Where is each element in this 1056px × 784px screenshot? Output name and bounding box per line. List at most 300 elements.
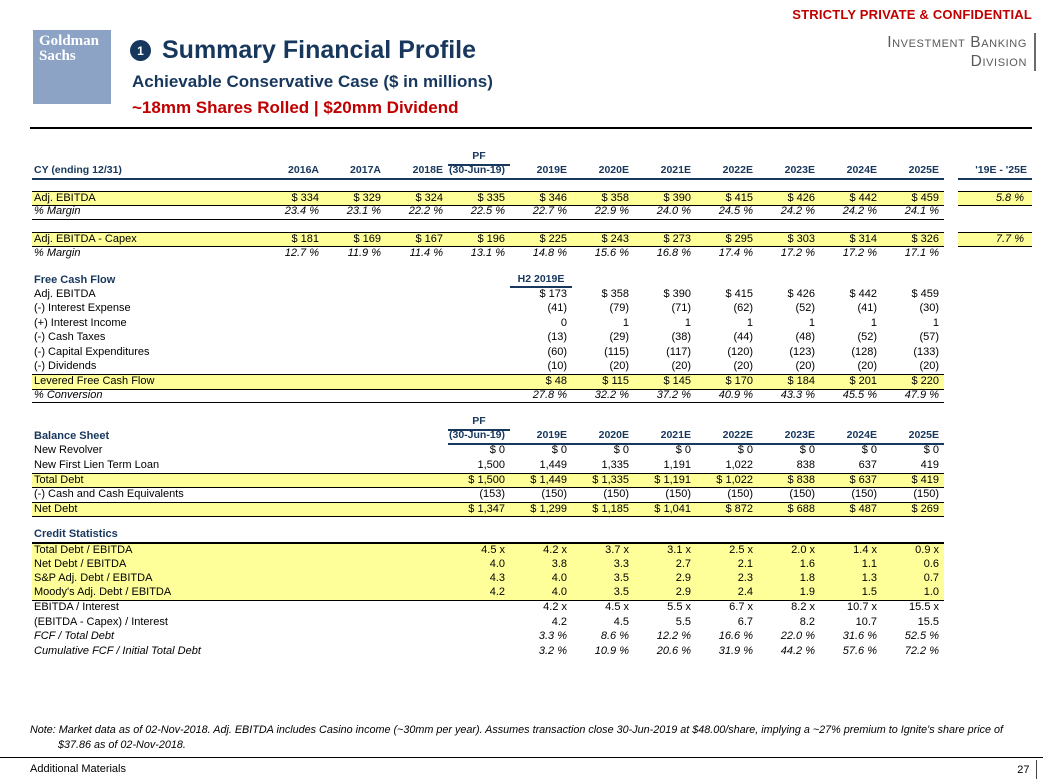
table-cell (262, 273, 324, 289)
table-row (32, 246, 1032, 261)
table-cell (386, 586, 448, 601)
table-cell: 45.5 % (820, 389, 882, 404)
table-cell: 17.4 % (718, 246, 753, 259)
table-cell: PF (448, 415, 510, 431)
table-cell: 2.1 (696, 557, 758, 572)
table-cell: $ 390 (663, 287, 691, 300)
table-cell (448, 345, 510, 360)
table-cell: $ 390 (634, 191, 696, 207)
table-cell (386, 458, 448, 473)
table-cell: 3.2 % (538, 644, 567, 657)
page-subtitle: Achievable Conservative Case ($ in millions) (132, 72, 493, 91)
table-cell (448, 316, 510, 331)
table-cell (324, 543, 386, 558)
table-cell (324, 345, 386, 360)
table-cell: $ 1,500 (448, 473, 510, 489)
table-cell (262, 331, 324, 346)
table-cell: 32.2 % (572, 389, 634, 404)
table-cell (448, 374, 510, 390)
table-cell (262, 374, 324, 390)
table-cell (262, 429, 324, 445)
table-cell: 3.3 % (538, 630, 567, 642)
table-row (32, 586, 1032, 601)
table-row (32, 615, 1032, 630)
table-cell (944, 444, 958, 459)
column-header: 2023E (758, 429, 820, 445)
table-cell: 3.5 (572, 572, 634, 587)
column-header: 2017A (324, 164, 386, 180)
table-row (32, 644, 1032, 659)
table-cell (944, 586, 958, 601)
table-cell: $ 1,185 (572, 502, 634, 518)
table-cell (386, 316, 448, 331)
table-cell: 3.1 x (634, 543, 696, 558)
table-cell (386, 360, 448, 375)
row-label: EBITDA / Interest (34, 601, 119, 613)
table-cell: (20) (795, 360, 815, 372)
table-cell (386, 644, 448, 659)
table-cell (324, 389, 386, 404)
table-cell: 22.2 % (386, 205, 448, 220)
table-cell: $ 48 (510, 374, 572, 390)
row-label: Adj. EBITDA (32, 191, 262, 207)
table-row (32, 601, 1032, 616)
table-cell: 12.7 % (284, 246, 319, 259)
table-cell: $ 173 (539, 287, 567, 300)
table-cell: $ 334 (262, 191, 324, 207)
table-cell: $ 335 (448, 191, 510, 207)
table-cell: (48) (795, 331, 815, 343)
column-header: 2024E (820, 429, 882, 445)
table-cell (448, 630, 510, 645)
table-cell (448, 389, 510, 404)
table-cell: (52) (857, 331, 877, 343)
table-cell: 0.9 x (882, 543, 944, 558)
table-cell: 1,500 (477, 458, 505, 471)
table-cell (958, 429, 1032, 445)
row-label: (-) Interest Expense (34, 302, 131, 314)
table-cell (262, 444, 324, 459)
table-cell (944, 543, 958, 558)
table-cell (324, 444, 386, 459)
table-cell: (20) (733, 360, 753, 372)
column-header: 2020E (572, 164, 634, 180)
row-label: Cumulative FCF / Initial Total Debt (34, 644, 201, 657)
table-cell: $ 358 (572, 191, 634, 207)
table-cell (262, 487, 324, 502)
table-cell: (30) (919, 302, 939, 314)
table-cell (324, 615, 386, 630)
table-cell: (62) (733, 302, 753, 314)
table-cell: $ 426 (787, 287, 815, 300)
cagr-cell (958, 246, 1032, 261)
table-cell: $ 1,041 (634, 502, 696, 518)
table-cell (324, 360, 386, 375)
table-cell: (79) (609, 302, 629, 314)
table-cell: $ 1,022 (696, 473, 758, 489)
table-cell: $ 0 (613, 444, 629, 456)
row-label: New Revolver (34, 444, 103, 456)
table-cell: $ 170 (696, 374, 758, 390)
table-cell: $ 273 (634, 232, 696, 248)
column-header: 2025E (882, 164, 944, 180)
table-cell (262, 389, 324, 404)
table-row (32, 487, 1032, 502)
table-cell: $ 201 (820, 374, 882, 390)
cagr-cell (958, 543, 1032, 558)
cagr-cell: 5.8 % (958, 191, 1032, 207)
table-cell: 16.6 % (718, 630, 753, 642)
table-cell: 11.4 % (409, 246, 443, 259)
table-cell: (52) (795, 302, 815, 314)
column-header: 2025E (882, 429, 944, 445)
table-cell: (150) (727, 487, 753, 500)
table-cell: 15.5 (917, 615, 939, 628)
table-cell: $ 872 (696, 502, 758, 518)
table-cell: (133) (913, 345, 939, 358)
confidential-banner: STRICTLY PRIVATE & CONFIDENTIAL (792, 7, 1032, 22)
table-cell: 1.6 (758, 557, 820, 572)
cagr-cell (958, 630, 1032, 645)
table-cell: 5.5 x (667, 601, 691, 613)
cagr-cell (958, 557, 1032, 572)
table-cell (758, 273, 820, 289)
table-cell (944, 205, 958, 220)
table-cell (944, 601, 958, 616)
logo-text: Goldman Sachs (39, 33, 100, 64)
cagr-cell (958, 601, 1032, 616)
table-cell: $ 326 (882, 232, 944, 248)
table-cell: 23.4 % (262, 205, 324, 220)
table-cell (386, 630, 448, 645)
table-row (32, 205, 1032, 220)
table-cell: 2.3 (696, 572, 758, 587)
table-cell: (150) (541, 487, 567, 500)
cagr-cell (958, 644, 1032, 659)
table-cell: 1.1 (820, 557, 882, 572)
table-cell (262, 345, 324, 360)
table-row (32, 572, 1032, 587)
row-label: Levered Free Cash Flow (32, 374, 262, 390)
table-cell: 16.8 % (656, 246, 691, 259)
table-cell (944, 502, 958, 518)
table-cell: 1.9 (758, 586, 820, 601)
table-cell (820, 273, 882, 289)
table-cell: (20) (857, 360, 877, 372)
table-cell (944, 389, 958, 404)
table-cell (324, 644, 386, 659)
table-cell: 57.6 % (842, 644, 877, 657)
column-header: 2018E (386, 164, 448, 180)
table-cell: 1.8 (758, 572, 820, 587)
table-cell: $ 145 (634, 374, 696, 390)
table-cell (324, 572, 386, 587)
table-cell (386, 473, 448, 489)
table-cell (448, 302, 510, 317)
table-cell: (117) (666, 345, 691, 358)
table-cell: 3.8 (510, 557, 572, 572)
cagr-cell (958, 205, 1032, 220)
table-cell: 1,191 (663, 458, 691, 471)
row-label: Total Debt (32, 473, 262, 489)
table-row (32, 528, 1032, 543)
table-cell (944, 191, 958, 207)
table-cell (386, 345, 448, 360)
column-header: 2021E (634, 164, 696, 180)
row-label: Net Debt (32, 502, 262, 518)
note-text: Note: Market data as of 02-Nov-2018. Adj. EBITDA includes Casino income (~30mm per year). Assumes transaction close 30-Jun-2019 at $48.00/share, implying a ~27% premium to Ignite's share price of $37.86 as of 02-Nov-2018. (30, 724, 1004, 751)
table-cell: $ 295 (696, 232, 758, 248)
table-cell: (123) (789, 345, 815, 358)
table-cell: 24.5 % (696, 205, 758, 220)
table-cell (262, 302, 324, 317)
table-cell: 4.5 x (448, 543, 510, 558)
section-title: Free Cash Flow (34, 273, 116, 286)
table-cell: 2.4 (696, 586, 758, 601)
table-cell (386, 302, 448, 317)
table-cell: 8.2 x (791, 601, 815, 613)
table-cell (944, 429, 958, 445)
page-number: 27 (1017, 763, 1030, 776)
table-cell (386, 543, 448, 558)
column-header: '19E - '25E (958, 164, 1032, 180)
table-cell: $ 269 (882, 502, 944, 518)
table-cell: 4.2 (448, 586, 510, 601)
table-cell: $ 1,347 (448, 502, 510, 518)
table-row (32, 473, 1032, 488)
table-cell (262, 557, 324, 572)
table-cell: $ 487 (820, 502, 882, 518)
table-cell (262, 473, 324, 489)
table-cell: $ 1,335 (572, 473, 634, 489)
table-cell (386, 502, 448, 518)
table-cell: 2.0 x (758, 543, 820, 558)
table-cell: 11.9 % (347, 246, 381, 259)
table-cell (944, 287, 958, 302)
table-cell: $ 459 (911, 287, 939, 300)
table-section-adj-ebitda (32, 191, 1032, 220)
table-cell: $ 688 (758, 502, 820, 518)
table-cell: $ 0 (675, 444, 691, 456)
table-cell: (115) (604, 345, 629, 358)
goldman-sachs-logo (33, 30, 111, 104)
table-cell: $ 0 (489, 444, 505, 456)
table-cell: (150) (665, 487, 691, 500)
table-cell: 637 (858, 458, 877, 471)
table-section-balance-sheet (32, 415, 1032, 516)
table-cell (386, 572, 448, 587)
table-cell: $ 1,191 (634, 473, 696, 489)
table-cell (944, 557, 958, 572)
table-cell: $ 115 (572, 374, 634, 390)
table-cell: 31.6 % (842, 630, 877, 642)
table-cell: 6.7 x (729, 601, 753, 613)
table-cell: 52.5 % (904, 630, 939, 642)
table-cell (944, 458, 958, 473)
table-cell (262, 586, 324, 601)
row-label: % Margin (34, 246, 81, 259)
table-cell (262, 360, 324, 375)
row-label: Net Debt / EBITDA (32, 557, 262, 572)
table-cell (944, 360, 958, 375)
table-cell: 2.5 x (696, 543, 758, 558)
table-row (32, 415, 1032, 429)
row-label: FCF / Total Debt (34, 630, 115, 642)
table-cell (944, 331, 958, 346)
table-cell: 24.2 % (820, 205, 882, 220)
table-cell: $ 0 (799, 444, 815, 456)
table-cell (262, 316, 324, 331)
table-cell: 44.2 % (780, 644, 815, 657)
table-cell (324, 502, 386, 518)
cagr-cell (958, 487, 1032, 502)
table-row (32, 273, 1032, 288)
table-cell: $ 1,299 (510, 502, 572, 518)
table-cell: 1 (808, 316, 815, 329)
table-cell: 3.7 x (572, 543, 634, 558)
table-header (32, 150, 1032, 179)
table-cell: 4.0 (510, 586, 572, 601)
cagr-cell (958, 444, 1032, 459)
table-cell: $ 303 (758, 232, 820, 248)
row-label: S&P Adj. Debt / EBITDA (32, 572, 262, 587)
table-cell (944, 615, 958, 630)
table-cell: 72.2 % (904, 644, 939, 657)
table-cell: 1 (622, 316, 629, 329)
column-header: CY (ending 12/31) (32, 164, 262, 180)
table-row (32, 191, 1032, 206)
row-label: (-) Cash Taxes (34, 331, 106, 343)
table-cell (262, 543, 324, 558)
table-cell (944, 630, 958, 645)
table-cell (944, 487, 958, 502)
table-cell: 15.6 % (594, 246, 629, 259)
table-cell (448, 273, 510, 289)
table-cell: (153) (479, 487, 505, 500)
cagr-cell (958, 615, 1032, 630)
table-cell: 2.7 (634, 557, 696, 572)
table-cell: 10.7 (855, 615, 877, 628)
table-cell: $ 220 (882, 374, 944, 390)
table-row (32, 557, 1032, 572)
table-cell: (71) (671, 302, 691, 314)
table-cell: $ 838 (758, 473, 820, 489)
table-cell: 14.8 % (532, 246, 567, 259)
row-label: (-) Capital Expenditures (34, 345, 150, 358)
table-cell: 17.2 % (842, 246, 877, 259)
table-cell (448, 360, 510, 375)
table-cell: 4.2 x (510, 543, 572, 558)
table-cell: (41) (547, 302, 567, 314)
table-cell (386, 601, 448, 616)
table-cell: (13) (547, 331, 567, 343)
table-cell (324, 601, 386, 616)
table-cell (324, 331, 386, 346)
table-cell: 24.1 % (882, 205, 944, 220)
table-cell (262, 572, 324, 587)
table-row (32, 287, 1032, 302)
table-cell: $ 0 (923, 444, 939, 456)
table-cell (324, 302, 386, 317)
table-cell: 4.2 (551, 615, 567, 628)
table-cell (448, 644, 510, 659)
table-cell: 10.7 x (847, 601, 877, 613)
column-header: 2019E (510, 164, 572, 180)
table-cell (944, 232, 958, 248)
table-cell (944, 164, 958, 180)
table-cell (944, 273, 958, 289)
table-cell (634, 273, 696, 289)
table-cell: $ 358 (601, 287, 629, 300)
table-cell: $ 243 (572, 232, 634, 248)
table-cell: 1.4 x (820, 543, 882, 558)
table-cell: (120) (727, 345, 753, 358)
table-cell: (20) (919, 360, 939, 372)
division-label (887, 33, 1036, 71)
table-cell: 37.2 % (634, 389, 696, 404)
table-cell: $ 0 (737, 444, 753, 456)
table-cell: $ 1,449 (510, 473, 572, 489)
table-cell (262, 502, 324, 518)
table-cell: 4.5 x (605, 601, 629, 613)
cagr-cell (958, 374, 1032, 390)
cagr-cell (958, 287, 1032, 302)
table-row (32, 164, 1032, 179)
table-cell: 0 (560, 316, 567, 329)
table-cell: 22.7 % (510, 205, 572, 220)
table-cell (386, 615, 448, 630)
table-cell (944, 572, 958, 587)
table-cell: 2.9 (634, 586, 696, 601)
table-cell: 3.3 (572, 557, 634, 572)
cagr-cell (958, 331, 1032, 346)
table-cell (386, 487, 448, 502)
table-cell (262, 601, 324, 616)
table-row (32, 232, 1032, 247)
table-cell: (38) (671, 331, 691, 343)
row-label: (+) Interest Income (34, 316, 127, 329)
table-cell: 31.9 % (718, 644, 753, 657)
row-label: % Conversion (32, 389, 262, 404)
row-label: % Margin (32, 205, 262, 220)
table-cell: 1,449 (539, 458, 567, 471)
table-cell: 1,022 (725, 458, 753, 471)
cagr-cell (958, 586, 1032, 601)
table-cell (448, 287, 510, 302)
table-cell: 17.2 % (780, 246, 815, 259)
table-cell: $ 184 (758, 374, 820, 390)
column-header: 2016A (262, 164, 324, 180)
table-cell: (128) (851, 345, 877, 358)
table-cell (944, 473, 958, 489)
table-cell: (44) (733, 331, 753, 343)
table-cell: 8.2 (799, 615, 815, 628)
table-cell (944, 374, 958, 390)
table-row (32, 150, 1032, 164)
column-header: (30-Jun-19) (448, 429, 510, 445)
table-cell (324, 429, 386, 445)
table-cell: (29) (609, 331, 629, 343)
table-section-credit-statistics (32, 528, 1032, 659)
column-header: 2022E (696, 429, 758, 445)
table-cell: $ 459 (882, 191, 944, 207)
table-cell: (150) (603, 487, 629, 500)
table-cell: (10) (547, 360, 567, 372)
table-cell: $ 419 (882, 473, 944, 489)
table-cell: 17.1 % (904, 246, 939, 259)
table-cell (324, 273, 386, 289)
table-cell (572, 273, 634, 289)
